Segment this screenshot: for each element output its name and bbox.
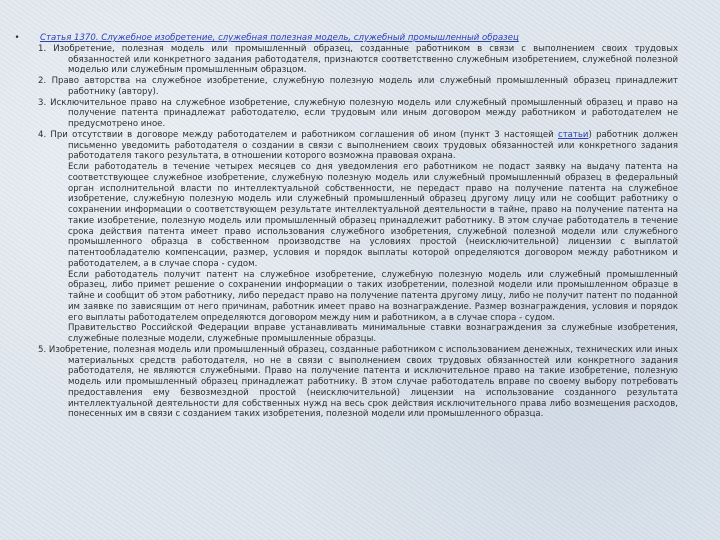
bullet-icon: • bbox=[14, 33, 20, 43]
paragraph-3: 3. Исключительное право на служебное изобретение, служебную полезную модель или служебный промышленный образец и право на получение патента принадлежат работодателю, если трудовым или иным договором между работником и работодателем не предусмотрено иное. bbox=[38, 97, 678, 129]
paragraph-4-text-end: ) работник должен письменно уведомить работодателя о создании в связи с выполнением своих трудовых обязанностей или конкретного задания работодателя такого результата, в отношении которого возможна правовая охрана. bbox=[68, 129, 678, 162]
article-title-link[interactable]: Статья 1370. Служебное изобретение, служебная полезная модель, служебный промышленный образец bbox=[40, 33, 519, 43]
paragraph-1: 1. Изобретение, полезная модель или промышленный образец, созданные работником в связи с выполнением своих трудовых обязанностей или конкретного задания работодателя, признаются соответственно служебным изобретением, служебной полезной моделью или служебным промышленным образцом. bbox=[38, 43, 678, 76]
paragraph-4-sub-1: Если работодатель в течение четырех месяцев со дня уведомления его работником не подаст заявку на выдачу патента на соответствующее служебное изобретение, служебную полезную модель или служебный промышленный образец в федеральный орган исполнительной власти по интеллектуальной собственности, не передаст право на получение патента на служебное изобретение, служебную полезную модель или служебный промышленный образец другому лицу или не сообщит работнику о сохранении информации о соответствующем результате интеллектуальной деятельности в тайне, право на получение патента на такие изобретение, полезную модель или промышленный образец принадлежит работнику. В этом случае работодатель в течение срока действия патента имеет право использования служебного изобретения, служебной полезной модели или служебного промышленного образца в собственном производстве на условиях простой (неисключительной) лицензии с выплатой патентообладателю компенсации, размер, условия и порядок выплаты которой определяются договором между работником и работодателем, а в случае спора - судом. bbox=[68, 162, 678, 269]
paragraph-4-text-start: 4. При отсутствии в договоре между работодателем и работником соглашения об ином (пункт 3 настоящей bbox=[38, 129, 558, 140]
article-reference-link[interactable]: статьи bbox=[558, 129, 589, 140]
paragraph-2: 2. Право авторства на служебное изобретение, служебную полезную модель или служебный промышленный образец принадлежит работнику (автору). bbox=[38, 76, 678, 97]
document-body bbox=[14, 33, 678, 420]
paragraph-4-sub-2: Если работодатель получит патент на служебное изобретение, служебную полезную модель или служебный промышленный образец, либо примет решение о сохранении информации о таких изобретении, полезной модели или промышленном образце в тайне и сообщит об этом работнику, либо передаст право на получение патента другому лицу, либо не получит патент по поданной им заявке по зависящим от него причинам, работник имеет право на вознаграждение. Размер вознаграждения, условия и порядок его выплаты работодателем определяются договором между ним и работником, а в случае спора - судом. bbox=[68, 269, 678, 323]
paragraph-5: 5. Изобретение, полезная модель или промышленный образец, созданные работником с использованием денежных, технических или иных материальных средств работодателя, но не в связи с выполнением своих трудовых обязанностей или конкретного задания работодателя, не являются служебными. Право на получение патента и исключительное право на такие изобретение, полезную модель или промышленный образец принадлежат работнику. В этом случае работодатель вправе по своему выбору потребовать предоставления ему безвозмездной простой (неисключительной) лицензии на использование созданного результата интеллектуальной деятельности для собственных нужд на весь срок действия исключительного права либо возмещения расходов, понесенных им в связи с созданием таких изобретения, полезной модели или промышленного образца. bbox=[38, 344, 678, 420]
article-heading bbox=[10, 33, 678, 44]
paragraph-4 bbox=[38, 130, 678, 162]
paragraph-4-sub-3: Правительство Российской Федерации вправе устанавливать минимальные ставки вознаграждения за служебные изобретения, служебные полезные модели, служебные промышленные образцы. bbox=[68, 323, 678, 344]
